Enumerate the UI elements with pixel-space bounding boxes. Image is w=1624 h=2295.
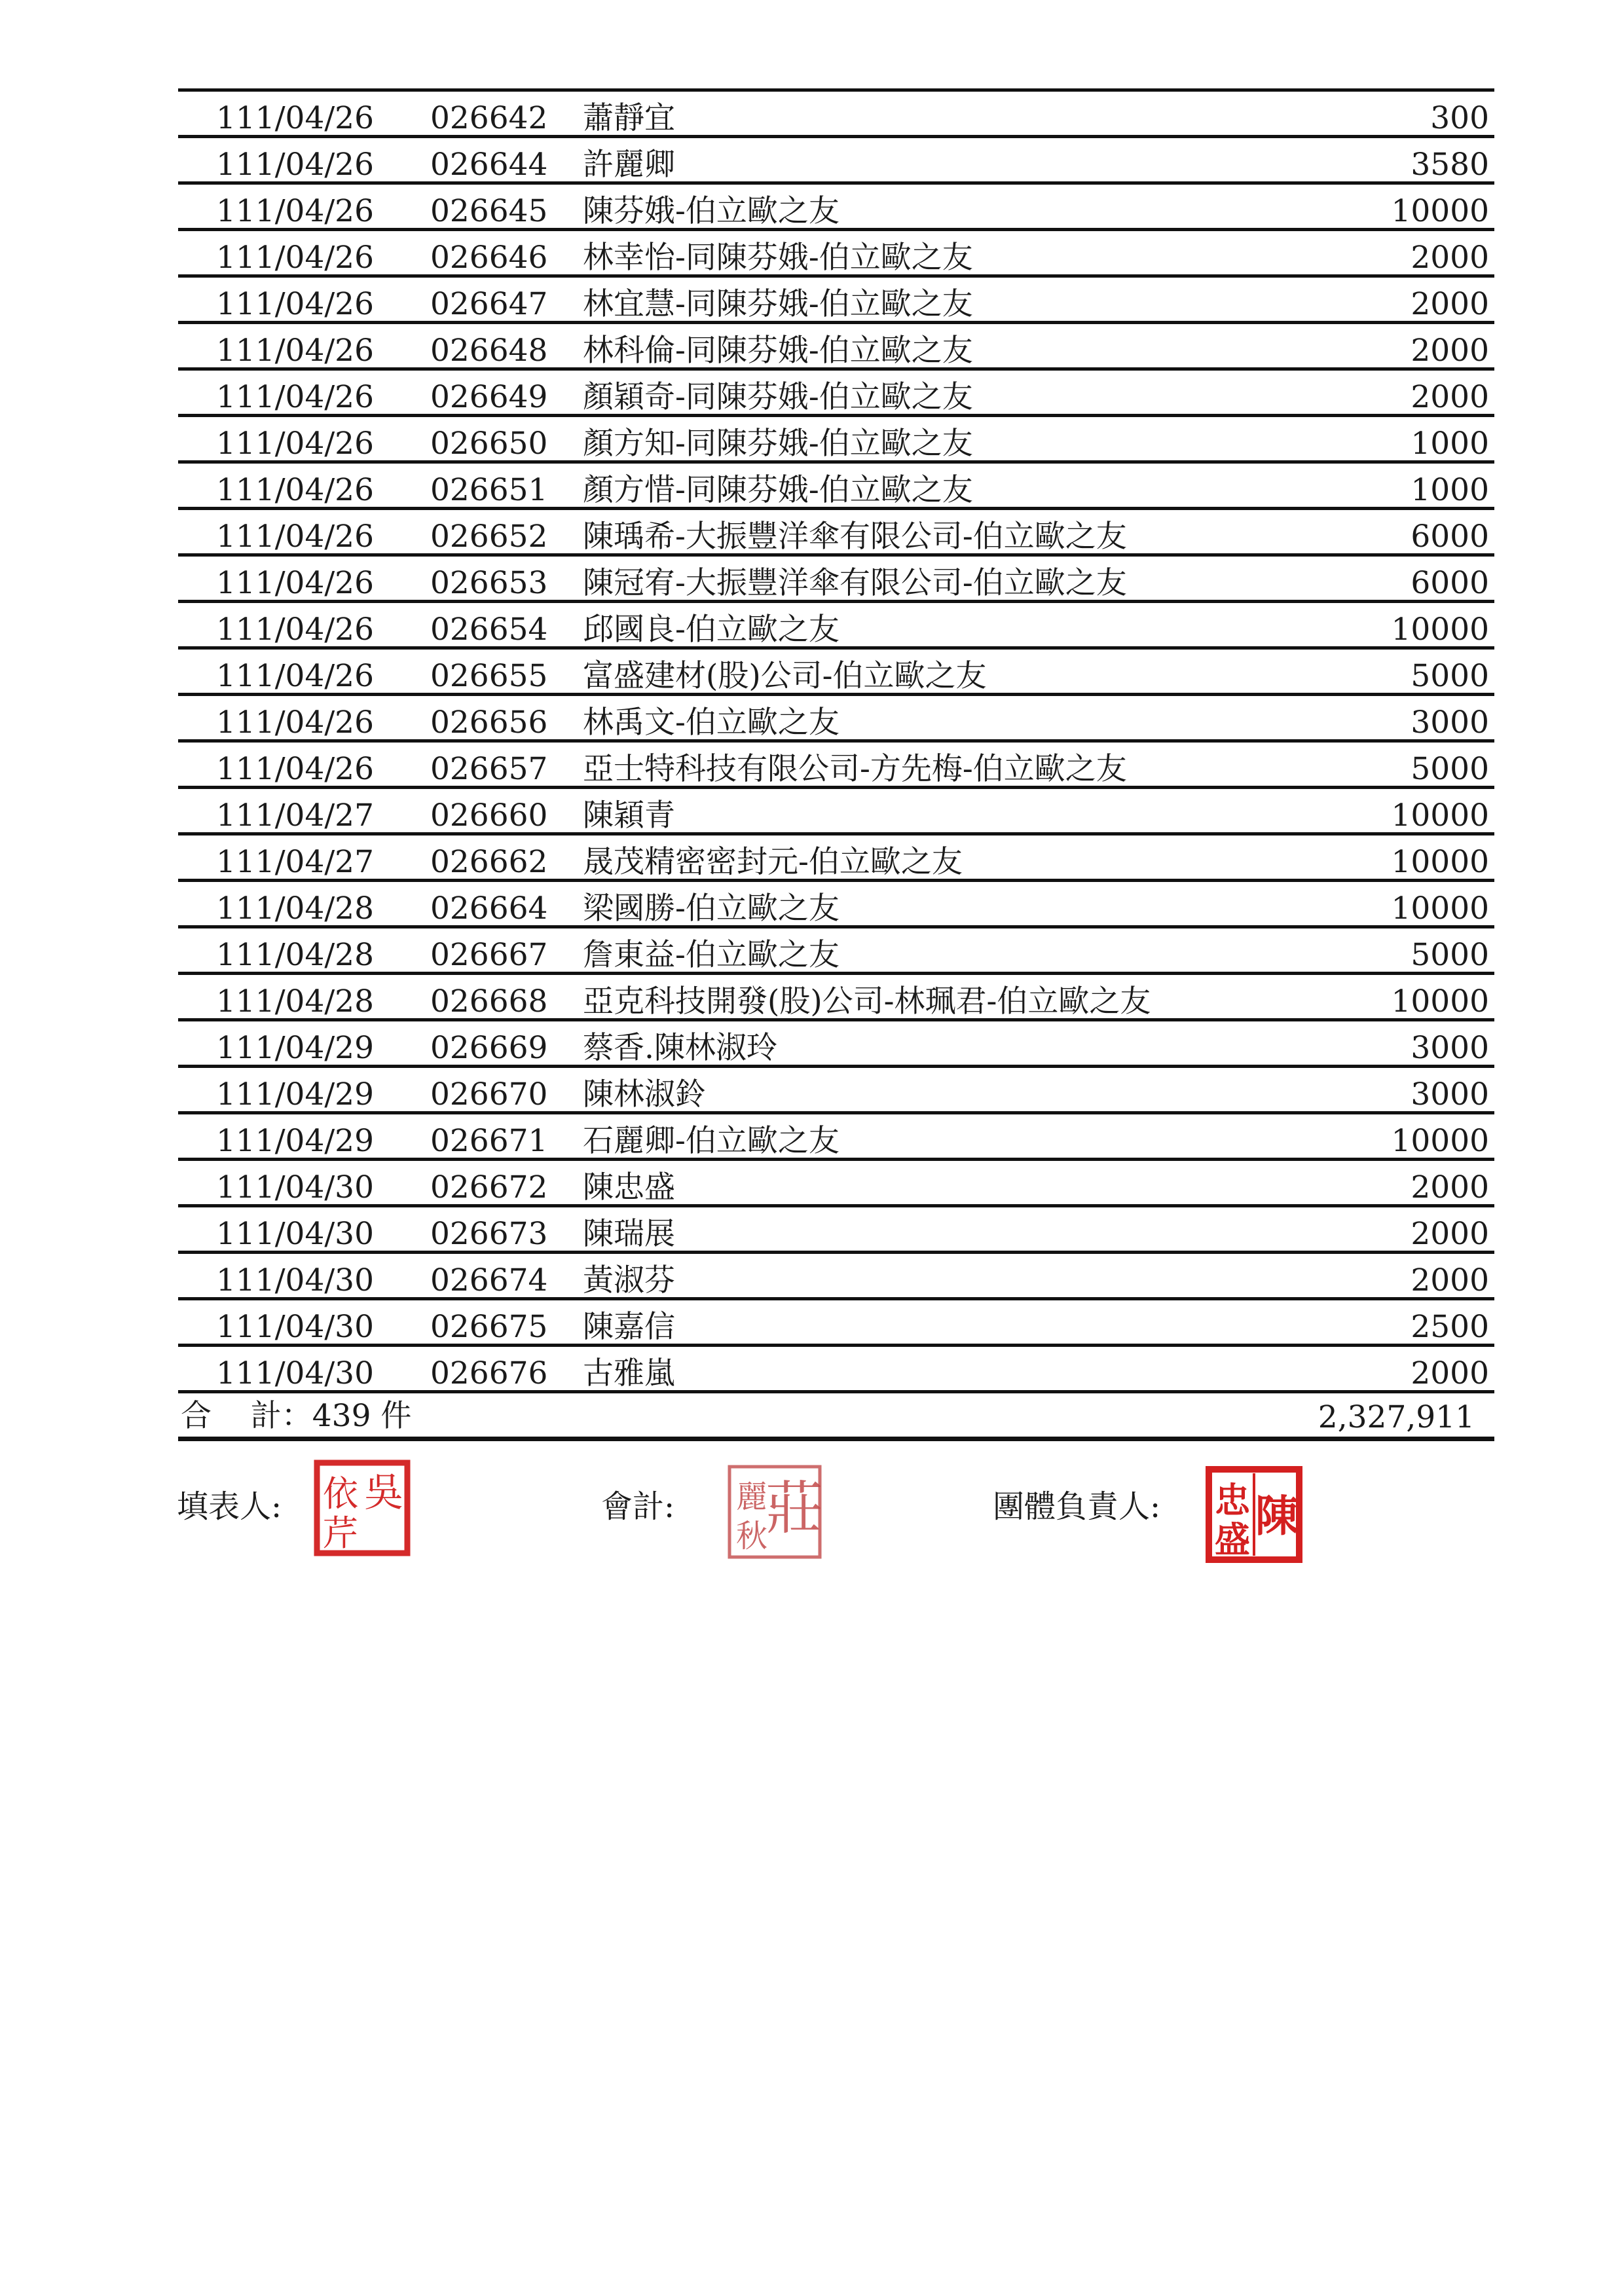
row-donor-name: 古雅嵐 — [583, 1355, 675, 1391]
row-date: 111/04/30 — [216, 1309, 374, 1345]
row-receipt-number: 026675 — [430, 1309, 548, 1345]
row-date: 111/04/30 — [216, 1169, 374, 1205]
table-row — [178, 1114, 1494, 1161]
row-donor-name: 陳芬娥-伯立歐之友 — [583, 193, 840, 229]
table-row — [178, 928, 1494, 975]
row-donor-name: 陳嘉信 — [583, 1309, 675, 1345]
row-date: 111/04/29 — [216, 1123, 374, 1159]
row-date: 111/04/26 — [216, 705, 374, 741]
row-receipt-number: 026662 — [430, 844, 548, 880]
row-amount: 5000 — [1411, 751, 1489, 787]
row-date: 111/04/26 — [216, 565, 374, 601]
table-row — [178, 231, 1494, 278]
table-row — [178, 696, 1494, 743]
table-row — [178, 789, 1494, 835]
row-donor-name: 林幸怡-同陳芬娥-伯立歐之友 — [583, 240, 973, 276]
table-row — [178, 1207, 1494, 1254]
accountant-seal — [726, 1463, 824, 1561]
row-receipt-number: 026650 — [430, 426, 548, 462]
row-donor-name: 顏方知-同陳芬娥-伯立歐之友 — [583, 426, 973, 462]
row-amount: 10000 — [1391, 612, 1489, 648]
table-row — [178, 603, 1494, 650]
row-amount: 300 — [1430, 100, 1489, 136]
row-receipt-number: 026646 — [430, 240, 548, 276]
row-donor-name: 黃淑芬 — [583, 1262, 675, 1298]
row-donor-name: 陳忠盛 — [583, 1169, 675, 1205]
table-row — [178, 743, 1494, 789]
table-row — [178, 1254, 1494, 1300]
row-date: 111/04/29 — [216, 1076, 374, 1112]
ledger-rows — [178, 92, 1494, 1393]
row-donor-name: 陳穎青 — [583, 798, 675, 834]
table-row — [178, 278, 1494, 324]
row-amount: 3580 — [1411, 147, 1489, 183]
row-donor-name: 陳冠宥-大振豐洋傘有限公司-伯立歐之友 — [583, 565, 1127, 601]
row-donor-name: 蕭靜宜 — [583, 100, 675, 136]
row-donor-name: 詹東益-伯立歐之友 — [583, 937, 840, 973]
row-amount: 3000 — [1411, 705, 1489, 741]
row-date: 111/04/26 — [216, 472, 374, 508]
row-amount: 10000 — [1391, 193, 1489, 229]
row-receipt-number: 026651 — [430, 472, 548, 508]
table-row — [178, 510, 1494, 557]
row-date: 111/04/26 — [216, 612, 374, 648]
row-receipt-number: 026674 — [430, 1262, 548, 1298]
row-amount: 1000 — [1411, 426, 1489, 462]
row-date: 111/04/29 — [216, 1030, 374, 1066]
row-receipt-number: 026652 — [430, 519, 548, 555]
row-receipt-number: 026676 — [430, 1355, 548, 1391]
organization-head-seal — [1205, 1465, 1303, 1564]
row-amount: 6000 — [1411, 519, 1489, 555]
row-amount: 2500 — [1411, 1309, 1489, 1345]
table-row — [178, 185, 1494, 231]
row-date: 111/04/30 — [216, 1216, 374, 1252]
row-donor-name: 林科倫-同陳芬娥-伯立歐之友 — [583, 333, 973, 369]
row-amount: 2000 — [1411, 379, 1489, 415]
row-receipt-number: 026649 — [430, 379, 548, 415]
table-row — [178, 1300, 1494, 1347]
row-donor-name: 陳林淑鈴 — [583, 1076, 706, 1112]
row-date: 111/04/26 — [216, 286, 374, 322]
row-date: 111/04/26 — [216, 240, 374, 276]
row-date: 111/04/30 — [216, 1355, 374, 1391]
row-receipt-number: 026667 — [430, 937, 548, 973]
row-receipt-number: 026671 — [430, 1123, 548, 1159]
seal-character: 陳 — [1255, 1490, 1299, 1541]
row-date: 111/04/26 — [216, 147, 374, 183]
row-amount: 6000 — [1411, 565, 1489, 601]
row-amount: 10000 — [1391, 798, 1489, 834]
row-amount: 2000 — [1411, 1262, 1489, 1298]
row-receipt-number: 026642 — [430, 100, 548, 136]
row-donor-name: 陳瑀希-大振豐洋傘有限公司-伯立歐之友 — [583, 519, 1127, 555]
donation-ledger-table — [178, 88, 1494, 1441]
seal-character: 盛 — [1215, 1518, 1250, 1560]
row-date: 111/04/28 — [216, 983, 374, 1019]
row-receipt-number: 026670 — [430, 1076, 548, 1112]
seal-character: 麗 — [735, 1478, 768, 1515]
row-receipt-number: 026672 — [430, 1169, 548, 1205]
table-row — [178, 92, 1494, 138]
accountant-label: 會計: — [601, 1488, 675, 1525]
row-amount: 1000 — [1411, 472, 1489, 508]
row-amount: 2000 — [1411, 240, 1489, 276]
row-receipt-number: 026645 — [430, 193, 548, 229]
row-amount: 10000 — [1391, 890, 1489, 927]
row-donor-name: 富盛建材(股)公司-伯立歐之友 — [583, 658, 987, 694]
seal-character: 吳 — [364, 1470, 403, 1516]
row-receipt-number: 026656 — [430, 705, 548, 741]
row-amount: 10000 — [1391, 1123, 1489, 1159]
row-date: 111/04/26 — [216, 379, 374, 415]
seal-character: 忠 — [1215, 1479, 1250, 1521]
row-donor-name: 亞士特科技有限公司-方先梅-伯立歐之友 — [583, 751, 1127, 787]
row-date: 111/04/26 — [216, 751, 374, 787]
table-row — [178, 1347, 1494, 1393]
total-label: 合 計：439 件 — [181, 1398, 412, 1434]
organization-head-label: 團體負責人: — [993, 1488, 1161, 1525]
row-date: 111/04/30 — [216, 1262, 374, 1298]
total-row — [178, 1393, 1494, 1441]
row-date: 111/04/26 — [216, 100, 374, 136]
seal-character: 芹 — [323, 1513, 358, 1554]
row-donor-name: 林禹文-伯立歐之友 — [583, 705, 840, 741]
row-receipt-number: 026655 — [430, 658, 548, 694]
row-donor-name: 顏穎奇-同陳芬娥-伯立歐之友 — [583, 379, 973, 415]
row-donor-name: 亞克科技開發(股)公司-林珮君-伯立歐之友 — [583, 983, 1151, 1019]
row-date: 111/04/27 — [216, 798, 374, 834]
row-receipt-number: 026669 — [430, 1030, 548, 1066]
seal-character: 秋 — [735, 1518, 768, 1554]
row-donor-name: 晟茂精密密封元-伯立歐之友 — [583, 844, 963, 880]
row-donor-name: 梁國勝-伯立歐之友 — [583, 890, 840, 927]
table-row — [178, 1161, 1494, 1207]
table-row — [178, 138, 1494, 185]
row-receipt-number: 026647 — [430, 286, 548, 322]
table-row — [178, 882, 1494, 928]
row-date: 111/04/26 — [216, 193, 374, 229]
table-row — [178, 371, 1494, 417]
row-date: 111/04/26 — [216, 519, 374, 555]
row-receipt-number: 026654 — [430, 612, 548, 648]
row-amount: 3000 — [1411, 1030, 1489, 1066]
row-receipt-number: 026664 — [430, 890, 548, 927]
total-amount: 2,327,911 — [1318, 1399, 1475, 1435]
table-row — [178, 975, 1494, 1021]
row-amount: 2000 — [1411, 1216, 1489, 1252]
row-amount: 2000 — [1411, 1169, 1489, 1205]
row-date: 111/04/28 — [216, 937, 374, 973]
row-amount: 3000 — [1411, 1076, 1489, 1112]
table-row — [178, 650, 1494, 696]
row-donor-name: 林宜慧-同陳芬娥-伯立歐之友 — [583, 286, 973, 322]
row-date: 111/04/26 — [216, 426, 374, 462]
row-amount: 5000 — [1411, 937, 1489, 973]
table-row — [178, 324, 1494, 371]
row-amount: 2000 — [1411, 333, 1489, 369]
row-donor-name: 石麗卿-伯立歐之友 — [583, 1123, 840, 1159]
row-date: 111/04/28 — [216, 890, 374, 927]
table-row — [178, 835, 1494, 882]
row-donor-name: 邱國良-伯立歐之友 — [583, 612, 840, 648]
row-amount: 2000 — [1411, 1355, 1489, 1391]
row-receipt-number: 026673 — [430, 1216, 548, 1252]
seal-character: 依 — [323, 1473, 358, 1515]
table-row — [178, 1021, 1494, 1068]
seal-character: 莊 — [765, 1475, 824, 1542]
row-date: 111/04/26 — [216, 658, 374, 694]
table-row — [178, 1068, 1494, 1114]
row-receipt-number: 026653 — [430, 565, 548, 601]
row-date: 111/04/26 — [216, 333, 374, 369]
row-receipt-number: 026657 — [430, 751, 548, 787]
row-amount: 2000 — [1411, 286, 1489, 322]
row-amount: 10000 — [1391, 983, 1489, 1019]
table-row — [178, 557, 1494, 603]
row-amount: 10000 — [1391, 844, 1489, 880]
table-row — [178, 417, 1494, 464]
row-amount: 5000 — [1411, 658, 1489, 694]
preparer-seal — [313, 1459, 411, 1557]
row-date: 111/04/27 — [216, 844, 374, 880]
row-receipt-number: 026660 — [430, 798, 548, 834]
row-donor-name: 蔡香.陳林淑玲 — [583, 1030, 777, 1066]
row-receipt-number: 026668 — [430, 983, 548, 1019]
row-receipt-number: 026644 — [430, 147, 548, 183]
table-row — [178, 464, 1494, 510]
row-receipt-number: 026648 — [430, 333, 548, 369]
row-donor-name: 陳瑞展 — [583, 1216, 675, 1252]
row-donor-name: 顏方惜-同陳芬娥-伯立歐之友 — [583, 472, 973, 508]
preparer-label: 填表人: — [177, 1488, 282, 1525]
row-donor-name: 許麗卿 — [583, 147, 675, 183]
